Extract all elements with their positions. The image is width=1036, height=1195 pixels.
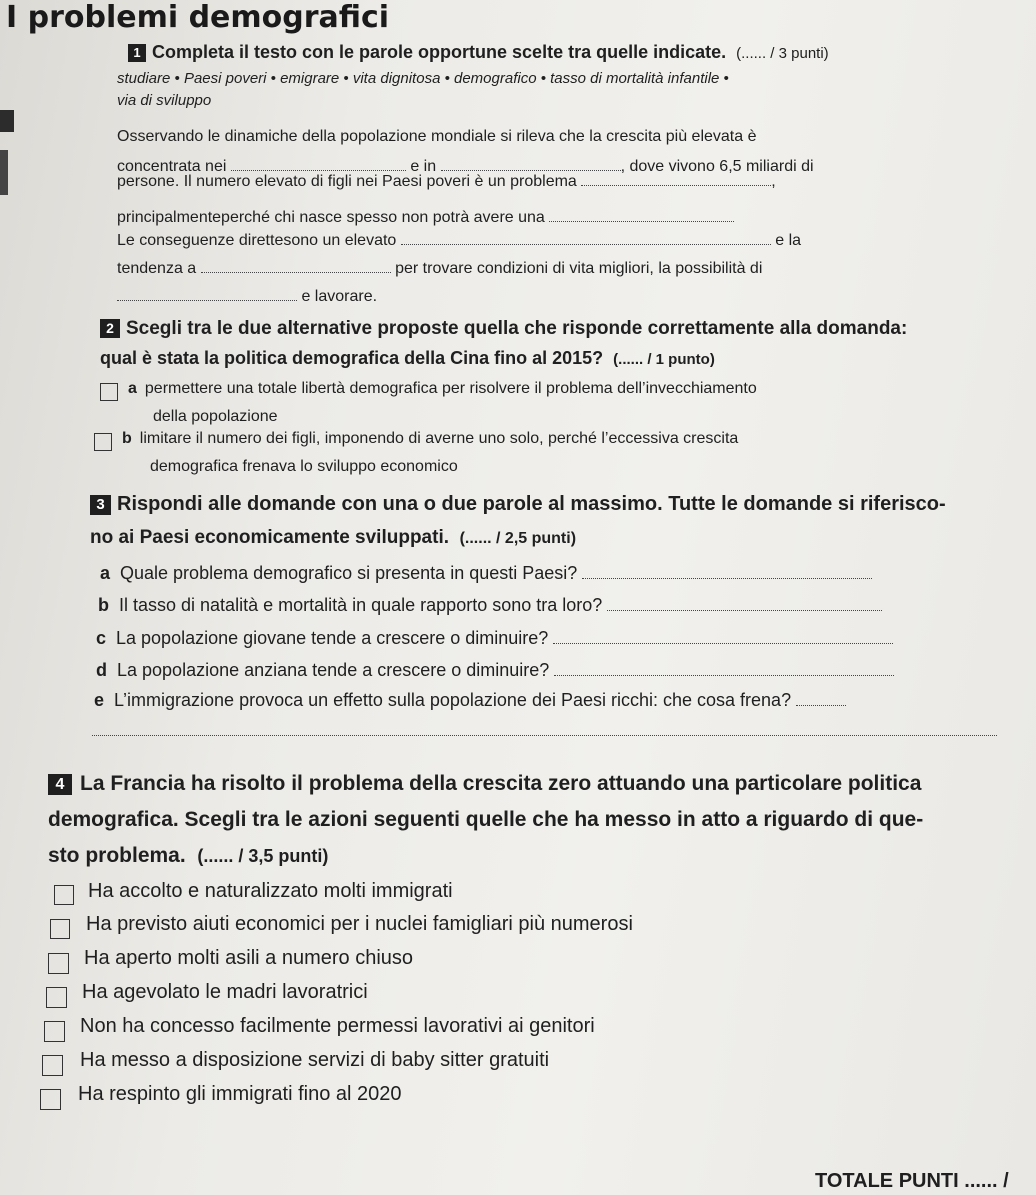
ex1-text-line6	[117, 260, 762, 278]
ex1-text-line7	[117, 288, 377, 306]
ex1-text-line3	[117, 173, 776, 191]
ex4-option: Ha previsto aiuti economici per i nuclei famigliari più numerosi	[86, 913, 633, 935]
margin-tab-mark	[0, 110, 14, 132]
ex3-instruction-line1	[90, 493, 946, 516]
ex1-text-line1: Osservando le dinamiche della popolazione mondiale si rileva che la crescita più elevata è	[117, 128, 757, 145]
ex3-question-text: La popolazione anziana tende a crescere o diminuire?	[117, 660, 550, 680]
ex3-answer-d[interactable]	[554, 674, 894, 676]
ex1-instruction: Completa il testo con le parole opportune scelte tra quelle indicate.	[152, 42, 727, 62]
ex1-wordlist-line1: studiare • Paesi poveri • emigrare • vita dignitosa • demografico • tasso di mortalità infantile •	[117, 70, 729, 87]
ex2-option-letter: b	[122, 430, 132, 447]
ex1-text: e in	[410, 158, 437, 175]
ex1-text: ,	[771, 173, 776, 190]
ex3-instruction: Rispondi alle domande con una o due parole al massimo. Tutte le domande si riferisco-	[117, 493, 946, 515]
ex1-instruction-line	[128, 42, 829, 63]
ex2-option-b-line2: demografica frenava lo sviluppo economico	[150, 458, 458, 475]
ex4-option: Ha respinto gli immigrati fino al 2020	[78, 1083, 402, 1105]
ex1-blank-2[interactable]	[441, 169, 621, 171]
ex1-text: principalmenteperché chi nasce spesso non potrà avere una	[117, 209, 545, 226]
ex3-question-letter: a	[100, 563, 111, 583]
ex4-option: Ha aperto molti asili a numero chiuso	[84, 947, 414, 969]
ex4-option-checkbox[interactable]	[54, 885, 74, 905]
ex3-question-letter: d	[96, 660, 107, 680]
ex4-instruction-line1	[48, 772, 921, 796]
ex4-option: Non ha concesso facilmente permessi lavorativi ai genitori	[80, 1015, 595, 1037]
ex4-option: Ha messo a disposizione servizi di baby sitter gratuiti	[80, 1049, 550, 1071]
ex1-blank-1[interactable]	[231, 169, 406, 171]
ex2-option-b	[122, 430, 738, 448]
ex1-text: tendenza a	[117, 260, 197, 277]
ex3-question-a	[100, 563, 872, 584]
ex3-question-letter: c	[96, 628, 107, 648]
ex3-instruction-line2	[90, 527, 576, 549]
ex4-option-checkbox[interactable]	[44, 1021, 65, 1042]
ex1-text: , dove vivono 6,5 miliardi di	[620, 158, 814, 175]
ex2-question: qual è stata la politica demografica della Cina fino al 2015?	[100, 348, 604, 368]
ex2-instruction-line2	[100, 348, 715, 369]
ex4-option-checkbox[interactable]	[50, 919, 70, 939]
ex3-question-e	[94, 690, 846, 711]
page-title: I problemi demografici	[6, 0, 390, 35]
ex4-option: Ha agevolato le madri lavoratrici	[82, 981, 368, 1003]
ex2-points: (...... / 1 punto)	[613, 351, 715, 368]
ex4-option-checkbox[interactable]	[40, 1089, 61, 1110]
ex2-option-text: permettere una totale libertà demografica per risolvere il problema dell’invecchiamento	[144, 380, 757, 397]
ex2-number: 2	[100, 319, 120, 338]
ex3-answer-e-continuation[interactable]	[92, 735, 997, 736]
ex2-instruction-line1	[100, 318, 907, 340]
ex2-instruction: Scegli tra le due alternative proposte quella che risponde correttamente alla domanda:	[126, 318, 908, 339]
ex1-number: 1	[128, 44, 146, 62]
ex3-question-letter: e	[94, 690, 105, 710]
ex4-option-checkbox[interactable]	[42, 1055, 63, 1076]
ex3-instruction: no ai Paesi economicamente sviluppati.	[90, 527, 450, 548]
ex1-text: e la	[775, 232, 802, 249]
ex3-answer-a[interactable]	[582, 577, 872, 579]
ex4-instruction-line3	[48, 844, 328, 868]
ex2-option-b-checkbox[interactable]	[94, 433, 112, 451]
ex1-blank-3[interactable]	[581, 184, 771, 186]
ex1-blank-5[interactable]	[401, 243, 771, 245]
ex3-points: (...... / 2,5 punti)	[459, 530, 577, 547]
ex3-question-c	[96, 628, 893, 649]
ex4-number: 4	[48, 774, 72, 795]
ex2-option-a-line2: della popolazione	[153, 408, 278, 425]
ex4-points: (...... / 3,5 punti)	[197, 846, 329, 866]
ex4-option-checkbox[interactable]	[48, 953, 69, 974]
ex1-text: persone. Il numero elevato di figli nei Paesi poveri è un problema	[117, 173, 577, 190]
ex2-option-a	[128, 380, 757, 398]
ex3-question-d	[96, 660, 894, 681]
ex4-option: Ha accolto e naturalizzato molti immigrati	[88, 880, 453, 902]
ex3-question-text: L’immigrazione provoca un effetto sulla popolazione dei Paesi ricchi: che cosa frena?	[114, 690, 792, 710]
ex3-answer-e[interactable]	[796, 704, 846, 706]
ex1-points: (...... / 3 punti)	[736, 45, 829, 62]
ex1-text-line4	[117, 209, 734, 227]
ex1-text: per trovare condizioni di vita migliori, la possibilità di	[395, 260, 763, 277]
ex3-question-text: La popolazione giovane tende a crescere o diminuire?	[116, 628, 549, 648]
ex3-question-letter: b	[98, 595, 109, 615]
ex4-instruction-line2: demografica. Scegli tra le azioni seguenti quelle che ha messo in atto a riguardo di que-	[48, 808, 924, 831]
ex1-wordlist-line2: via di sviluppo	[117, 92, 212, 109]
ex4-instruction: La Francia ha risolto il problema della crescita zero attuando una particolare politica	[80, 772, 922, 795]
ex1-blank-7[interactable]	[117, 299, 297, 301]
ex1-blank-4[interactable]	[549, 220, 734, 222]
ex4-option-checkbox[interactable]	[46, 987, 67, 1008]
margin-tab-mark	[0, 150, 8, 195]
ex2-option-a-checkbox[interactable]	[100, 383, 118, 401]
ex1-text: Le conseguenze direttesono un elevato	[117, 232, 397, 249]
ex3-number: 3	[90, 495, 111, 515]
ex1-text-line5	[117, 232, 801, 250]
ex3-answer-b[interactable]	[607, 609, 882, 611]
ex3-answer-c[interactable]	[553, 642, 893, 644]
ex2-option-text: limitare il numero dei figli, imponendo di averne uno solo, perché l’eccessiva crescita	[139, 430, 739, 447]
total-points: TOTALE PUNTI ...... /	[815, 1170, 1009, 1192]
ex1-text: e lavorare.	[301, 288, 378, 305]
ex3-question-b	[98, 595, 882, 616]
ex1-blank-6[interactable]	[201, 271, 391, 273]
ex4-instruction: sto problema.	[48, 844, 186, 867]
ex3-question-text: Il tasso di natalità e mortalità in quale rapporto sono tra loro?	[119, 595, 603, 615]
ex1-text: concentrata nei	[117, 158, 227, 175]
ex3-question-text: Quale problema demografico si presenta in questi Paesi?	[120, 563, 578, 583]
ex2-option-letter: a	[128, 380, 137, 397]
